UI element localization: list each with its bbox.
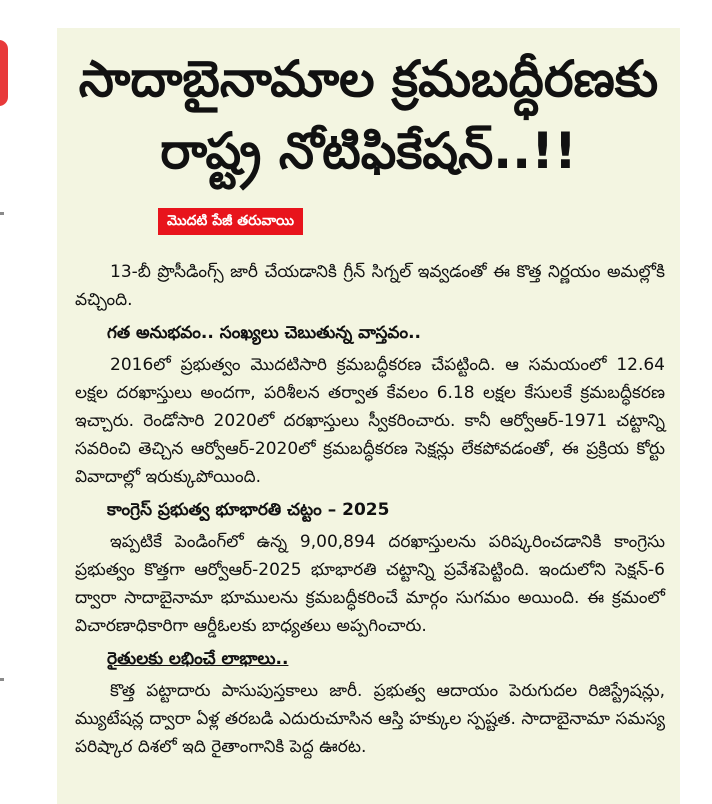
badge-row xyxy=(57,208,680,235)
headline-line-1: సాదాబైనామాల క్రమబద్ధీరణకు xyxy=(78,50,659,108)
section-heading-farmer-benefits: రైతులకు లభించే లాభాలు.. xyxy=(107,649,289,669)
edge-mark xyxy=(0,678,4,681)
continuation-badge: మొదటి పేజీ తరువాయి xyxy=(158,208,303,235)
red-edge-tab xyxy=(0,40,8,106)
edge-mark xyxy=(0,212,4,215)
intro-paragraph: 13-బీ ప్రొసీడింగ్స్ జారీ చేయడానికి గ్రీన్ సిగ్నల్ ఇవ్వడంతో ఈ కొత్త నిర్ణయం అమల్లోకి వచ్చింది. xyxy=(75,262,665,310)
section-heading-past-experience: గత అనుభవం.. సంఖ్యలు చెబుతున్న వాస్తవం.. xyxy=(107,323,422,343)
section-heading-bhubharati-act: కాంగ్రెస్ ప్రభుత్వ భూభారతి చట్టం – 2025 xyxy=(107,500,390,520)
article-body xyxy=(57,258,680,761)
section-paragraph-bhubharati-act: ఇప్పటికే పెండింగ్‌లో ఉన్న 9,00,894 దరఖాస్తులను పరిష్కరించడానికి కాంగ్రెసు ప్రభుత్వం కొత్తగా ఆర్వోఆర్-2025 భూభారతి చట్టాన్ని ప్రవేశపెట్టింది. ఇందులోని సెక్షన్-6 ద్వారా సాదాబైనామా భూములను క్రమబద్ధీకరించే మార్గం సుగమం అయింది. ఈ క్రమంలో విచారణాధికారిగా ఆర్డీఓలకు బాధ్యతలు అప్పగించారు. xyxy=(75,532,665,636)
section-paragraph-past-experience: 2016లో ప్రభుత్వం మొదటిసారి క్రమబద్ధీకరణ చేపట్టింది. ఆ సమయంలో 12.64 లక్షల దరఖాస్తులు అందగా, పరిశీలన తర్వాత కేవలం 6.18 లక్షల కేసులకే క్రమబద్ధీకరణ ఇచ్చారు. రెండోసారి 2020లో దరఖాస్తులు స్వీకరించారు. కానీ ఆర్వోఆర్-1971 చట్టాన్ని సవరించి తెచ్చిన ఆర్వోఆర్-2020లో క్రమబద్ధీకరణ సెక్షన్లు లేకపోవడంతో, ఈ ప్రక్రియ కోర్టు వివాదాల్లో ఇరుక్కుపోయింది. xyxy=(75,355,665,487)
headline-line-2: రాష్ట్ర నోటిఫికేషన్..!! xyxy=(160,122,577,180)
section-paragraph-farmer-benefits: కొత్త పట్టాదారు పాసుపుస్తకాలు జారీ. ప్రభుత్వ ఆదాయం పెరుగుదల రిజిస్ట్రేషన్లు, మ్యుటేషన్ల ద్వారా ఏళ్ల తరబడి ఎదురుచూసిన ఆస్తి హక్కుల స్పష్టత. సాదాబైనామా సమస్య పరిష్కార దిశలో ఇది రైతాంగానికి పెద్ద ఊరట. xyxy=(75,681,665,757)
newspaper-clipping xyxy=(57,28,680,804)
headline xyxy=(57,43,680,187)
